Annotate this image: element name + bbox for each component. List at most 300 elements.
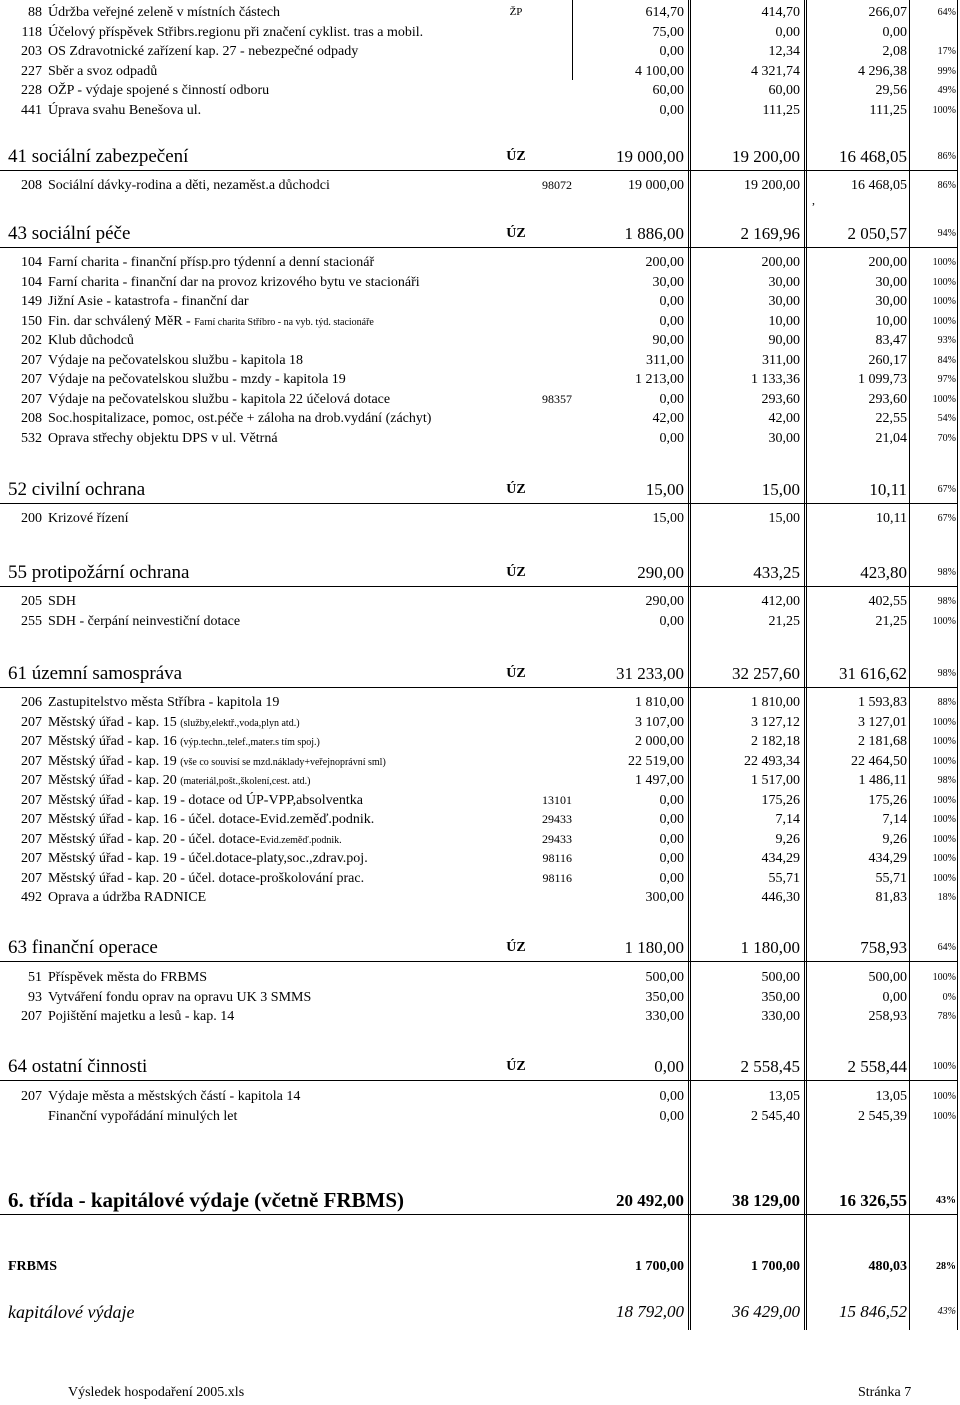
value-adjusted: 19 200,00 [732,147,800,166]
row-number: 492 [21,890,42,905]
section-header [0,222,960,246]
table-row [0,23,960,42]
table-row [0,509,960,528]
value-adjusted: 15,00 [761,480,800,499]
row-number: 51 [28,970,42,985]
value-adjusted: 500,00 [761,970,800,985]
row-note: Evid.zeměď.podnik. [259,834,342,846]
row-description [48,1007,234,1026]
value-percent: 28% [936,1261,956,1272]
value-budget: 1 810,00 [635,695,684,710]
section-header [0,1055,960,1079]
value-percent: 100% [932,716,956,728]
value-budget: 3 107,00 [635,714,684,730]
section-title: 63 finanční operace [8,937,158,958]
section-header [0,662,960,686]
value-actual: 0,00 [882,989,907,1005]
section-underline [0,247,958,248]
value-percent: 93% [937,335,956,346]
value-adjusted: 30,00 [768,430,800,446]
row-text: Sběr a svoz odpadů [48,63,158,79]
section-dept: ÚZ [506,482,526,497]
value-percent: 98% [937,668,956,679]
row-note: (služby,elektř.,voda,plyn atd.) [180,717,300,729]
value-budget: 0,00 [659,44,684,60]
row-text: Úprava svahu Benešova ul. [48,103,202,118]
row-description [48,509,128,528]
value-budget: 290,00 [637,563,684,582]
value-percent: 100% [932,872,956,884]
value-percent: 100% [932,1110,956,1122]
row-text: Účelový příspěvek Střibrs.regionu při značení cyklist. tras a mobil. [48,24,424,40]
row-number: 93 [28,989,42,1005]
value-actual: 2 558,44 [847,1057,907,1076]
value-actual: 1 099,73 [858,372,907,387]
value-budget: 311,00 [646,352,684,368]
value-actual: 480,03 [868,1259,907,1274]
row-description [48,752,386,772]
value-adjusted: 55,71 [768,870,800,886]
value-adjusted: 1 133,36 [751,372,800,387]
value-adjusted: 30,00 [768,294,800,309]
row-text: Údržba veřejné zeleně v místních částech [48,5,281,20]
row-number: 207 [21,391,42,407]
value-actual: 500,00 [868,970,907,985]
section-header [0,936,960,960]
value-percent: 49% [937,85,956,97]
section-title: 61 územní samospráva [8,663,183,684]
row-description [48,1087,300,1106]
table-row [0,830,960,849]
value-adjusted: 433,25 [753,563,800,582]
row-description [48,849,368,868]
value-percent: 100% [932,1061,956,1072]
value-adjusted: 4 321,74 [751,63,800,79]
row-description [48,693,279,712]
value-actual: 1 593,83 [858,695,907,710]
value-percent: 94% [937,228,956,239]
value-percent: 43% [937,1306,956,1317]
value-budget: 200,00 [645,255,684,270]
section-underline [0,687,958,688]
row-text: Městský úřad - kap. 15 [48,714,181,730]
row-description [48,830,342,850]
row-text: OŽP - výdaje spojené s činností odboru [48,83,270,99]
row-text: Pojištění majetku a lesů - kap. 14 [48,1009,235,1024]
value-budget: 0,00 [659,391,684,407]
value-percent: 0% [942,991,956,1003]
value-percent: 84% [937,354,956,366]
value-actual: 22 464,50 [851,753,907,769]
value-percent: 100% [932,755,956,767]
value-adjusted: 350,00 [761,989,800,1005]
value-budget: 300,00 [645,890,684,905]
value-budget: 4 100,00 [635,63,684,79]
value-actual: 3 127,01 [858,714,907,730]
value-budget: 500,00 [645,970,684,985]
section-dept: ÚZ [506,940,526,955]
row-text: Městský úřad - kap. 16 [48,734,181,749]
row-description [48,429,278,448]
value-actual: 22,55 [875,411,907,426]
value-adjusted: 330,00 [761,1009,800,1024]
row-description [48,101,201,120]
row-description [48,253,374,272]
value-percent: 78% [937,1011,956,1022]
table-row [0,968,960,987]
value-budget: 0,00 [659,831,684,847]
section-underline [0,503,958,504]
row-text: Výdaje města a městských částí - kapitola 14 [48,1089,301,1104]
table-row [0,42,960,61]
row-number: 206 [21,695,42,710]
value-percent: 100% [932,736,956,747]
row-number: 207 [21,812,42,827]
section-underline [0,1080,958,1081]
row-description [48,23,423,42]
value-adjusted: 36 429,00 [732,1302,800,1321]
value-actual: 9,26 [882,831,907,847]
value-percent: 67% [937,484,956,495]
section-title: kapitálové výdaje [8,1302,135,1322]
value-budget: 15,00 [652,511,684,526]
row-number: 207 [21,831,42,847]
section-title: FRBMS [8,1259,57,1274]
row-text: Městský úřad - kap. 19 - účel.dotace-platy,soc.,zdrav.poj. [48,851,368,866]
value-adjusted: 15,00 [768,511,800,526]
value-percent: 99% [937,65,956,77]
row-number: 532 [21,430,42,446]
value-percent: 100% [932,853,956,864]
value-actual: 266,07 [868,5,907,20]
value-budget: 0,00 [659,792,684,808]
value-actual: 16 326,55 [839,1191,907,1210]
row-number: 202 [21,333,42,348]
value-budget: 30,00 [652,274,684,290]
value-budget: 19 000,00 [616,147,684,166]
row-code: 13101 [542,792,572,807]
value-actual: 21,25 [875,613,907,629]
value-budget: 0,00 [659,430,684,446]
value-actual: 758,93 [860,938,907,957]
row-number: 207 [21,773,42,788]
section-title: 52 civilní ochrana [8,479,146,500]
table-row [0,3,960,22]
row-number: 228 [21,83,42,99]
row-text: Farní charita - finanční přísp.pro týdenní a denní stacionář [48,255,375,270]
value-adjusted: 1 700,00 [751,1259,800,1274]
section-title: 41 sociální zabezpečení [8,146,189,167]
row-number: 150 [21,313,42,329]
tick-mark: , [812,193,815,207]
section-dept: ÚZ [506,666,526,681]
section-title: 55 protipožární ochrana [8,562,190,583]
value-adjusted: 7,14 [775,812,800,827]
row-number: 207 [21,851,42,866]
value-adjusted: 412,00 [761,594,800,609]
value-actual: 2 181,68 [858,734,907,749]
value-percent: 43% [936,1195,956,1206]
row-number: 208 [21,411,42,426]
table-row [0,1107,960,1126]
value-percent: 100% [932,814,956,825]
footer-left: Výsledek hospodaření 2005.xls [68,1385,245,1400]
value-actual: 1 486,11 [858,773,907,788]
section-header [0,478,960,502]
row-number: 149 [21,294,42,309]
value-percent: 54% [937,413,956,424]
value-budget: 18 792,00 [616,1302,684,1321]
row-code: 98116 [542,870,572,885]
table-row [0,988,960,1007]
value-budget: 0,00 [659,1089,684,1104]
row-code: 98357 [542,391,572,406]
row-description [48,176,330,195]
section-title: 64 ostatní činnosti [8,1056,148,1077]
value-adjusted: 32 257,60 [732,664,800,683]
value-adjusted: 111,25 [762,103,800,118]
value-budget: 0,00 [659,294,684,309]
row-number: 200 [21,511,42,526]
value-adjusted: 9,26 [775,831,800,847]
value-adjusted: 414,70 [761,5,800,20]
row-description [48,273,420,292]
value-percent: 86% [937,151,956,162]
value-percent: 88% [937,697,956,708]
row-description [48,409,431,428]
table-row [0,693,960,712]
value-adjusted: 434,29 [761,851,800,866]
table-row [0,62,960,81]
row-text: Vytváření fondu oprav na opravu UK 3 SMMS [48,989,312,1005]
value-budget: 19 000,00 [628,178,684,193]
row-description [48,713,300,733]
row-text: SDH - čerpání neinvestiční dotace [48,613,241,629]
row-number: 203 [21,44,42,60]
row-number: 255 [21,613,42,629]
row-number: 207 [21,753,42,769]
value-actual: 29,56 [875,83,907,99]
row-description [48,62,157,81]
row-text: Výdaje na pečovatelskou službu - mzdy - kapitola 19 [48,372,346,387]
value-actual: 260,17 [868,352,907,368]
value-actual: 83,47 [875,333,907,348]
value-budget: 1 213,00 [635,372,684,387]
row-description [48,292,249,311]
row-description [48,592,76,611]
value-budget: 22 519,00 [628,753,684,769]
row-number: 104 [21,255,42,270]
value-budget: 0,00 [659,103,684,118]
row-note: (vše co souvisí se mzd.náklady+veřejnoprávní sml) [180,756,386,768]
value-adjusted: 42,00 [768,411,800,426]
value-budget: 60,00 [652,83,684,99]
row-number: 207 [21,870,42,886]
value-budget: 0,00 [659,851,684,866]
table-row [0,292,960,311]
row-text: Výdaje na pečovatelskou službu - kapitola 18 [48,352,304,368]
row-text: Oprava a údržba RADNICE [48,890,207,905]
table-row [0,370,960,389]
value-budget: 0,00 [659,1108,684,1124]
row-text: Příspěvek města do FRBMS [48,970,208,985]
section-dept: ÚZ [506,226,526,241]
row-text: Fin. dar schválený MěR - [48,313,195,329]
section-dept: ÚZ [506,1059,526,1074]
row-number: 88 [28,5,42,20]
row-number: 207 [21,1089,42,1104]
row-number: 207 [21,352,42,368]
table-row [0,771,960,790]
value-actual: 111,25 [869,103,907,118]
value-budget: 1 497,00 [635,773,684,788]
table-row [0,351,960,370]
table-row [0,253,960,272]
row-description [48,771,310,791]
value-adjusted: 1 810,00 [751,695,800,710]
value-actual: 2 050,57 [847,224,907,243]
section-title: 6. třída - kapitálové výdaje (včetně FRBMS) [8,1188,405,1212]
row-text: Výdaje na pečovatelskou službu - kapitola 22 účelová dotace [48,391,391,407]
value-budget: 15,00 [645,480,684,499]
row-description [48,81,269,100]
row-number: 207 [21,734,42,749]
value-actual: 402,55 [868,594,907,609]
value-adjusted: 1 180,00 [740,938,800,957]
section-underline [0,1214,958,1215]
row-description [48,791,363,810]
value-budget: 0,00 [659,812,684,827]
value-budget: 31 233,00 [616,664,684,683]
value-actual: 258,93 [868,1009,907,1024]
row-text: OS Zdravotnické zařízení kap. 27 - nebezpečné odpady [48,44,359,60]
table-row [0,752,960,771]
value-percent: 100% [932,1091,956,1102]
value-budget: 290,00 [645,594,684,609]
row-note: (materiál,pošt.,školení,cest. atd.) [180,776,311,787]
section-underline [0,586,958,587]
value-adjusted: 19 200,00 [744,178,800,193]
footer-right: Stránka 7 [858,1385,912,1400]
row-text: Městský úřad - kap. 19 - dotace od ÚP-VPP,absolventka [48,792,363,808]
row-number: 441 [21,103,42,118]
row-text: Klub důchodců [48,333,134,348]
value-budget: 0,00 [659,313,684,329]
table-row [0,888,960,907]
row-number: 227 [21,63,42,79]
value-percent: 100% [932,615,956,627]
value-adjusted: 12,34 [768,44,800,60]
table-row [0,732,960,751]
value-percent: 100% [932,105,956,116]
row-note: Farní charita Stříbro - na vyb. týd. stacionáře [194,316,374,328]
row-number: 208 [21,178,42,193]
value-budget: 75,00 [652,24,684,40]
table-row [0,810,960,829]
value-budget: 330,00 [645,1009,684,1024]
value-adjusted: 22 493,34 [744,753,800,769]
value-percent: 100% [932,972,956,983]
value-actual: 30,00 [875,274,907,290]
table-row [0,176,960,195]
row-code: 98116 [542,851,572,865]
row-number: 104 [21,274,42,290]
value-adjusted: 2 169,96 [740,224,800,243]
value-adjusted: 30,00 [768,274,800,290]
value-percent: 100% [932,257,956,268]
section-header [0,145,960,169]
value-actual: 2,08 [882,44,907,60]
value-percent: 100% [932,315,956,327]
table-row [0,101,960,120]
row-code: 29433 [542,812,572,826]
row-description [48,331,134,350]
table-row [0,409,960,428]
table-row [0,273,960,292]
value-budget: 0,00 [659,870,684,886]
value-adjusted: 175,26 [761,792,800,808]
value-budget: 1 700,00 [635,1259,684,1274]
row-text: Městský úřad - kap. 16 - účel. dotace-Evid.zeměď.podnik. [48,812,375,827]
value-adjusted: 293,60 [761,391,800,407]
row-code: 98072 [542,178,572,192]
value-adjusted: 60,00 [768,83,800,99]
value-budget: 1 180,00 [624,938,684,957]
value-actual: 31 616,62 [839,664,907,683]
value-actual: 21,04 [875,430,907,446]
value-budget: 614,70 [645,5,684,20]
row-description [48,3,280,22]
row-text: Jižní Asie - katastrofa - finanční dar [48,294,249,309]
row-text: SDH [48,594,77,609]
section-header [0,1257,960,1277]
value-budget: 20 492,00 [616,1191,684,1210]
row-text: Městský úřad - kap. 20 - účel. dotace-proškolování prac. [48,870,365,886]
table-row [0,791,960,810]
value-actual: 55,71 [875,870,907,886]
value-percent: 100% [932,833,956,845]
value-actual: 16 468,05 [839,147,907,166]
table-row [0,390,960,409]
row-description [48,351,303,370]
value-percent: 100% [932,393,956,405]
value-percent: 67% [937,513,956,524]
row-text: Krizové řízení [48,511,129,526]
row-text: Finanční vypořádání minulých let [48,1108,238,1124]
row-description [48,312,374,332]
value-actual: 200,00 [868,255,907,270]
value-adjusted: 38 129,00 [732,1191,800,1210]
value-actual: 10,11 [876,511,907,526]
value-percent: 70% [937,432,956,444]
table-row [0,331,960,350]
row-text: Farní charita - finanční dar na provoz krizového bytu ve stacionáři [48,274,420,290]
section-underline [0,961,958,962]
value-adjusted: 13,05 [768,1089,800,1104]
value-adjusted: 2 558,45 [740,1057,800,1076]
table-row [0,1087,960,1106]
row-text: Sociální dávky-rodina a děti, nezaměst.a důchodci [48,178,330,193]
value-actual: 10,11 [869,480,907,499]
row-description [48,612,240,631]
value-percent: 18% [937,892,956,903]
value-actual: 293,60 [868,391,907,407]
value-budget: 350,00 [645,989,684,1005]
value-percent: 98% [937,596,956,607]
row-text: Městský úřad - kap. 20 - účel. dotace- [48,831,260,847]
row-dept: ŽP [509,6,523,18]
row-description [48,42,358,61]
